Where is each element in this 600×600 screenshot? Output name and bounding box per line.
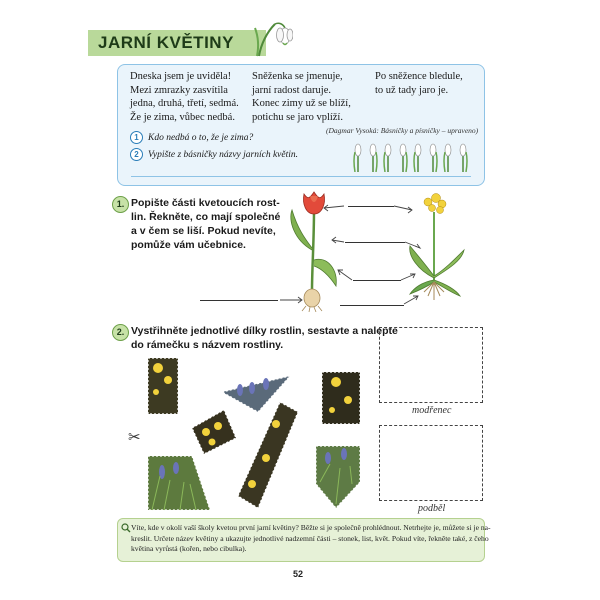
task-2-number: 2. [112,324,129,341]
question-2 [130,148,298,161]
poem-attribution: (Dagmar Vysoká: Básničky a písničky – upraveno) [326,126,479,135]
page-number: 52 [293,569,304,579]
frame-label-podbel: podběl [418,503,446,514]
snowdrop-icon [460,144,467,172]
poem-line: Mezi zmrazky zasvítila [130,84,228,96]
snowdrop-icon [253,14,293,58]
tip-line: kreslit. Určete název květiny a ukazujte jednotlivé nadzemní části – stonek, list, květ. Pokud víte, řekněte také, z čeho [131,533,489,543]
tip-line: květina vyrůstá (kořen, nebo cibulka). [131,544,247,553]
task-1-instructions [131,196,280,252]
answer-line[interactable] [131,176,471,177]
instruction-line: do rámečku s názvem rostliny. [131,339,284,351]
question-text: Kdo nedbá o to, že je zima? [148,132,254,143]
instruction-line: pomůže vám učebnice. [131,239,246,251]
instruction-line: lin. Řekněte, co mají společné [131,211,281,223]
coltsfoot-piece [148,358,178,414]
instruction-line: Popište části kvetoucích rost- [131,197,280,209]
poem-line: Sněženka se jmenuje, [252,71,343,82]
task-1-number: 1. [112,196,129,213]
poem-line: jedna, druhá, třetí, sedmá. [130,98,239,109]
cutout-pieces [140,354,376,516]
tip-line: Víte, kde v okolí vaší školy kvetou první jarní květiny? Běžte si je společně prohlédnout. Netrhejte je, můžete si je na- [131,523,491,532]
page-title: JARNÍ KVĚTINY [98,33,234,52]
snowdrop-icon [400,144,407,172]
coltsfoot-piece [192,410,236,454]
poem-line: Konec zimy už se blíží, [252,98,351,109]
snowdrop-icon [414,144,421,172]
poem-line: jarní radost daruje. [252,84,332,96]
snowdrops-illustration [352,138,474,172]
poem-column-2 [252,70,351,124]
poem-column-1 [130,70,239,124]
task-2-instructions [131,324,398,352]
question-1 [130,131,253,144]
snowdrop-icon [430,144,437,172]
question-text: Vypište z básničky názvy jarních květin. [148,149,299,160]
snowdrop-icon [370,144,377,172]
poem-line: Dneska jsem je uviděla! [130,71,232,82]
label-answer-line[interactable] [200,300,278,301]
snowdrop-icon [384,144,391,172]
poem-line: potichu se jaro vplíží. [252,111,343,123]
frame-label-modrenec: modřenec [412,405,452,416]
tip-text [131,523,491,555]
poem-column-3 [375,70,463,97]
poem-line: to už tady jaro je. [375,84,449,96]
question-number: 2 [130,148,143,161]
question-number: 1 [130,131,143,144]
magnifier-icon [121,523,131,533]
instruction-line: a v čem se liší. Pokud nevíte, [131,225,276,237]
grape-hyacinth-piece [148,456,210,510]
pointer-arrows [280,196,430,312]
snowdrop-icon [444,144,451,172]
coltsfoot-piece [322,372,360,424]
poem-line: Že je zima, vůbec nedbá. [130,111,235,123]
snowdrop-icon [354,144,361,172]
frame-podbel[interactable] [379,425,483,501]
instruction-line: Vystřihněte jednotlivé dílky rostlin, sestavte a nalepte [131,325,398,337]
poem-line: Po sněžence bledule, [375,71,463,82]
scissors-icon: ✂ [128,430,141,446]
frame-modrenec[interactable] [379,327,483,403]
